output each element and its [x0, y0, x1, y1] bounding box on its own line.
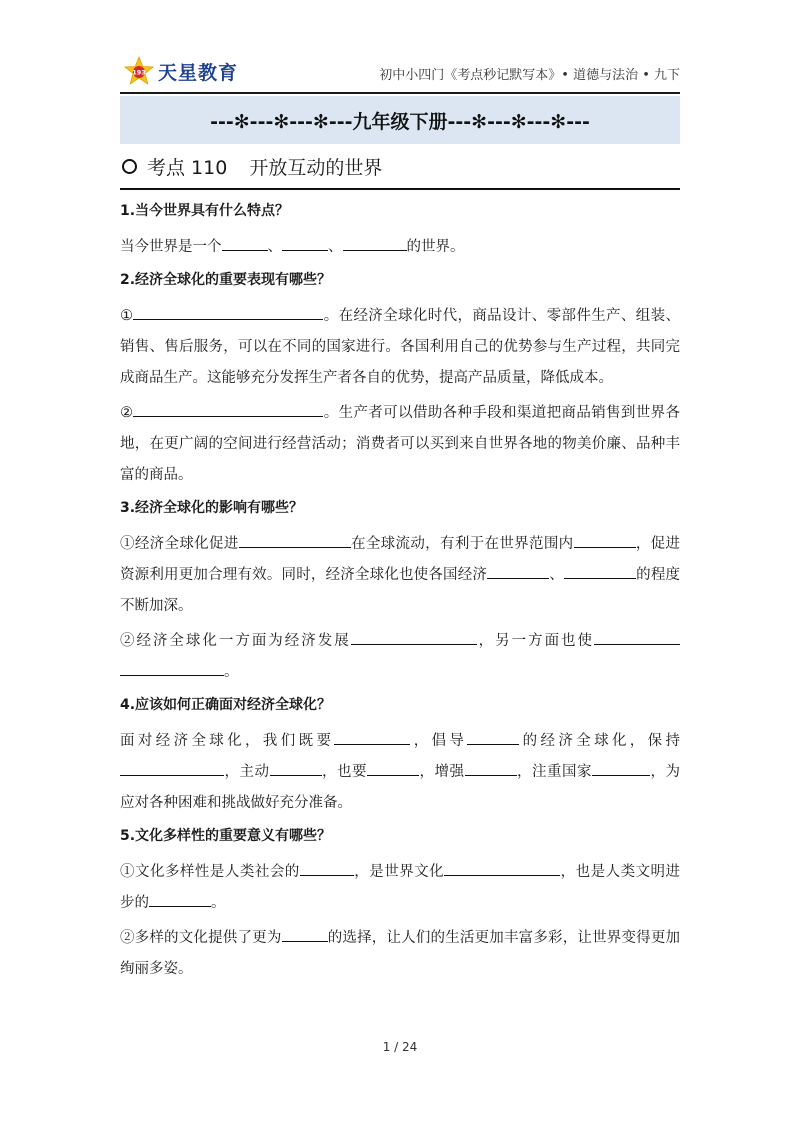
- question-4-title: 4.应该如何正确面对经济全球化？: [120, 697, 332, 713]
- topic-divider: [120, 188, 680, 190]
- logo: [124, 56, 238, 86]
- topic-title: 开放互动的世界: [249, 156, 383, 179]
- answer-blank[interactable]: [133, 400, 323, 417]
- answer-blank[interactable]: [367, 759, 419, 776]
- answer-blank[interactable]: [465, 759, 517, 776]
- question-5-point-2: [120, 923, 680, 985]
- answer-blank[interactable]: [133, 303, 323, 320]
- text: 的程度不断加深。: [120, 567, 681, 614]
- question-5-title: 5.文化多样性的重要意义有哪些？: [120, 828, 332, 844]
- text: 当今世界是一个: [120, 239, 222, 255]
- text: 。生产者可以借助各种手段和渠道把商品销售到世界各地，在更广阔的空间进行经营活动；消费者可以买到来自世界各地的物美价廉、品种丰富的商品。: [120, 405, 680, 483]
- grade-banner: ---✻---✻---✻---九年级下册---✻---✻---✻---: [120, 96, 680, 144]
- question-1-title: 1.当今世界具有什么特点？: [120, 203, 290, 219]
- text: ，为应对各种困难和挑战做好充分准备。: [120, 764, 680, 811]
- answer-blank[interactable]: [574, 531, 636, 548]
- answer-blank[interactable]: [149, 890, 211, 907]
- answer-blank[interactable]: [334, 728, 410, 745]
- logo-text: 天星教育: [158, 61, 239, 84]
- answer-blank[interactable]: [120, 659, 224, 676]
- answer-blank[interactable]: [343, 234, 407, 251]
- answer-blank[interactable]: [120, 759, 224, 776]
- answer-blank[interactable]: [282, 234, 328, 251]
- text: 。在经济全球化时代，商品设计、零部件生产、组装、销售、售后服务，可以在不同的国家进行。各国利用自己的优势参与生产过程，共同完成商品生产。这能够充分发挥生产者各自的优势，提高产品质量，降低成本。: [120, 308, 680, 386]
- text: ，主动: [224, 764, 270, 780]
- answer-blank[interactable]: [270, 759, 322, 776]
- topic-heading: [120, 146, 680, 186]
- text: ，另一方面也使: [476, 633, 595, 649]
- text: ，也是人类文明进步的: [120, 864, 681, 911]
- answer-blank[interactable]: [444, 859, 560, 876]
- answer-blank[interactable]: [282, 925, 328, 942]
- page-header: [120, 56, 680, 92]
- answer-blank[interactable]: [564, 562, 636, 579]
- text: ，是世界文化: [353, 864, 445, 880]
- answer-blank[interactable]: [351, 628, 477, 645]
- text: ，倡导: [410, 733, 468, 749]
- header-divider: [120, 92, 680, 94]
- question-3-point-2: [120, 626, 680, 688]
- topic-label: 考点 110: [147, 156, 228, 179]
- answer-blank[interactable]: [467, 728, 519, 745]
- text: ②多样的文化提供了更为: [120, 930, 282, 946]
- text: 的选择，让人们的生活更加丰富多彩，让世界变得更加绚丽多姿。: [120, 930, 681, 977]
- text: ②: [120, 405, 134, 421]
- answer-blank[interactable]: [594, 628, 680, 645]
- text: 、: [328, 239, 343, 255]
- text: 、: [267, 239, 282, 255]
- page-number: 1 / 24: [382, 1040, 418, 1054]
- answer-blank[interactable]: [239, 531, 351, 548]
- answer-blank[interactable]: [300, 859, 354, 876]
- star-logo-icon: [124, 56, 154, 86]
- text: 。: [211, 895, 226, 911]
- question-2-title: 2.经济全球化的重要表现有哪些？: [120, 272, 332, 288]
- circle-bullet-icon: [122, 159, 137, 174]
- text: ，注重国家: [516, 764, 592, 780]
- text: 。: [224, 664, 239, 680]
- text: ①: [120, 308, 134, 324]
- question-2-point-1: [120, 301, 680, 394]
- text: 在全球流动，有利于在世界范围内: [350, 536, 574, 552]
- answer-blank[interactable]: [222, 234, 268, 251]
- text: ，也要: [321, 764, 367, 780]
- logo-badge-number: 193: [132, 68, 146, 77]
- worksheet-content: [120, 200, 680, 989]
- series-title: 初中小四门《考点秒记默写本》• 道德与法治 • 九下: [379, 68, 680, 83]
- text: ①经济全球化促进: [120, 536, 239, 552]
- text: ，促进资源利用更加合理有效。同时，经济全球化也使各国经济: [120, 536, 681, 583]
- question-3-title: 3.经济全球化的影响有哪些？: [120, 500, 304, 516]
- question-2-point-2: [120, 398, 680, 491]
- answer-blank[interactable]: [487, 562, 549, 579]
- text: 的经济全球化，保持: [519, 733, 681, 749]
- text: 面对经济全球化，我们既要: [120, 733, 335, 749]
- text: ②经济全球化一方面为经济发展: [120, 633, 351, 649]
- question-3-point-1: [120, 529, 680, 622]
- question-5-point-1: [120, 857, 680, 919]
- text: 的世界。: [406, 239, 465, 255]
- answer-blank[interactable]: [592, 759, 650, 776]
- text: ①文化多样性是人类社会的: [120, 864, 300, 880]
- text: ，增强: [419, 764, 465, 780]
- question-4-answer: [120, 726, 680, 819]
- text: 、: [549, 567, 564, 583]
- question-1-answer: [120, 232, 680, 263]
